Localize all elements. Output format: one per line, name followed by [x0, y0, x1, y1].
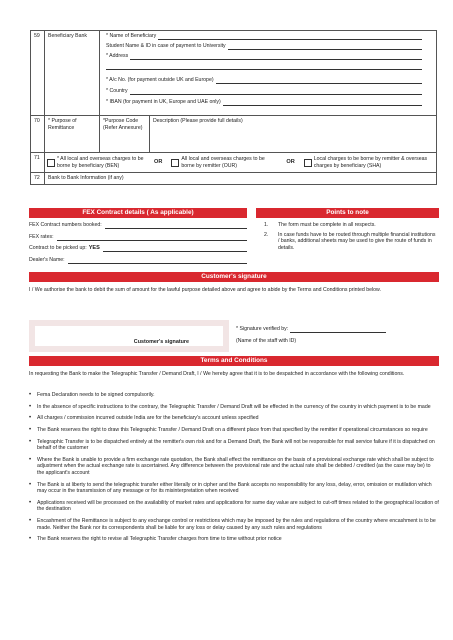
charges-sha-checkbox[interactable] [304, 159, 312, 167]
dealer-name-field[interactable]: Dealer's Name: [29, 257, 247, 264]
remittance-details-table [30, 30, 437, 185]
fex-rates-field[interactable]: FEX rates: [29, 234, 247, 241]
account-number-field[interactable]: * A/c No. (for payment outside UK and Europe) [106, 77, 422, 84]
or-label: OR [154, 159, 163, 165]
terms-item: • Applications received will be processed on the availability of market rates and applications for same day value are subject to cut-off times related to the geographical location of the destination [29, 499, 439, 513]
fex-contract-heading: FEX Contract details ( As applicable) [29, 208, 247, 218]
authorisation-text: I / We authorise the bank to debit the sum of amount for the lawful purpose detailed above and agree to abide by the Terms and Conditions printed below. [29, 287, 381, 293]
row-number: 59 [31, 31, 45, 115]
terms-item: • Encashment of the Remittance is subject to any exchange control or restrictions which may be imposed by the rules and regulations of the country where encashment is to be made. Neither the Bank nor its correspondents shall be liable for any loss or delay caused by any such rules and regulations [29, 518, 436, 531]
row-71-charges [31, 153, 436, 173]
signature-box-label: Customer's signature [133, 339, 189, 346]
row-number: 70 [31, 116, 45, 152]
signature-box[interactable] [29, 320, 229, 352]
row-number: 71 [31, 153, 45, 172]
country-field[interactable]: * Country [106, 88, 422, 95]
charges-options [45, 153, 436, 172]
customer-signature-heading: Customer's signature [29, 272, 439, 282]
charges-ben-option[interactable]: * All local and overseas charges to be borne by beneficiary (BEN) [47, 156, 145, 168]
beneficiary-name-field[interactable]: * Name of Beneficiary [106, 33, 422, 40]
contract-pickup-field[interactable]: Contract to be picked up: YES [29, 245, 247, 252]
charges-our-checkbox[interactable] [171, 159, 179, 167]
charges-ben-checkbox[interactable] [47, 159, 55, 167]
terms-intro: In requesting the Bank to make the Telegraphic Transfer / Demand Draft, I / We hereby agree that it is to be despatched in accordance with the following conditions. [29, 371, 405, 377]
address-field[interactable]: * Address [106, 53, 422, 60]
staff-name-id-note: (Name of the staff with ID) [236, 338, 297, 344]
row-70-purpose [31, 116, 436, 153]
purpose-label: * Purpose of Remittance [45, 116, 100, 152]
fex-contract-numbers-field[interactable]: FEX Contract numbers booked: [29, 222, 247, 229]
points-to-note-heading: Points to note [256, 208, 439, 218]
terms-item: • The Bank reserves the right to revise all Telegraphic Transfer charges from time to time without prior notice [29, 536, 282, 543]
points-to-note-list [264, 222, 438, 254]
row-59-beneficiary-bank [31, 31, 436, 116]
terms-item: • Fema Declaration needs to be signed compulsorily. [29, 392, 155, 398]
bank-to-bank-info-field[interactable]: Bank to Bank Information (if any) [48, 175, 124, 181]
contract-pickup-value: YES [88, 245, 100, 251]
student-name-id-field[interactable]: Student Name & ID in case of payment to University [106, 43, 422, 50]
terms-list [29, 392, 439, 548]
terms-item: • In the absence of specific instructions to the contrary, the Telegraphic Transfer / Demand Draft will be effected in the currency of the country in which payment is to be made [29, 403, 431, 410]
note-item: 2. In case funds have to be routed through multiple financial institutions / banks, additional sheets may be used to give the route of funds in details. [264, 231, 436, 251]
beneficiary-fields [100, 31, 436, 115]
charges-our-option[interactable]: All local and overseas charges to be borne by remitter (OUR) [171, 156, 277, 168]
address-field-line-2[interactable] [106, 65, 422, 70]
signature-verified-by-field[interactable]: * Signature verified by: [236, 326, 386, 333]
row-number: 72 [31, 173, 45, 184]
beneficiary-bank-label: Beneficiary Bank [45, 31, 100, 115]
note-item: 1. The form must be complete in all respects. [264, 222, 376, 228]
iban-field[interactable]: * IBAN (for payment in UK, Europe and UAE only) [106, 99, 422, 106]
terms-heading: Terms and Conditions [29, 356, 439, 366]
terms-item: • Where the Bank is unable to provide a firm exchange rate quotation, the Bank shall effect the remittance on the basis of a provisional exchange rate which shall be subject to adjustment when the actual exchange rate is ascertained. Any difference between the provisional rate and the actual rate shall be debited / credited (as the case may be) to the applicant's account [29, 456, 434, 476]
purpose-code-field[interactable]: *Purpose Code (Refer Annexure) [100, 116, 150, 152]
terms-item: • All charges / commission incurred outside India are for the beneficiary's account unless specified [29, 415, 259, 422]
terms-item: • Telegraphic Transfer is to be dispatched entirely at the remitter's own risk and for a Demand Draft, the Bank will not be responsible for mail service failure if it is dispatched on behalf of the customer [29, 438, 435, 452]
terms-item: • The Bank is at liberty to send the telegraphic transfer either literally or in cipher and the Bank accepts no responsibility for any loss, delay, error, omission or mutilation which may occur in the transmission of any message or for its misinterpretation when received [29, 481, 432, 495]
charges-sha-option[interactable]: Local charges to be borne by remitter & overseas charges by beneficiary (SHA) [304, 156, 430, 168]
purpose-description-field[interactable]: Description (Please provide full details) [153, 118, 243, 124]
row-72-bank-info [31, 173, 436, 184]
terms-item: • The Bank reserves the right to draw this Telegraphic Transfer / Demand Draft on a different place from that specified by the remitter if operational circumstances so require [29, 427, 428, 434]
or-label: OR [286, 159, 295, 165]
